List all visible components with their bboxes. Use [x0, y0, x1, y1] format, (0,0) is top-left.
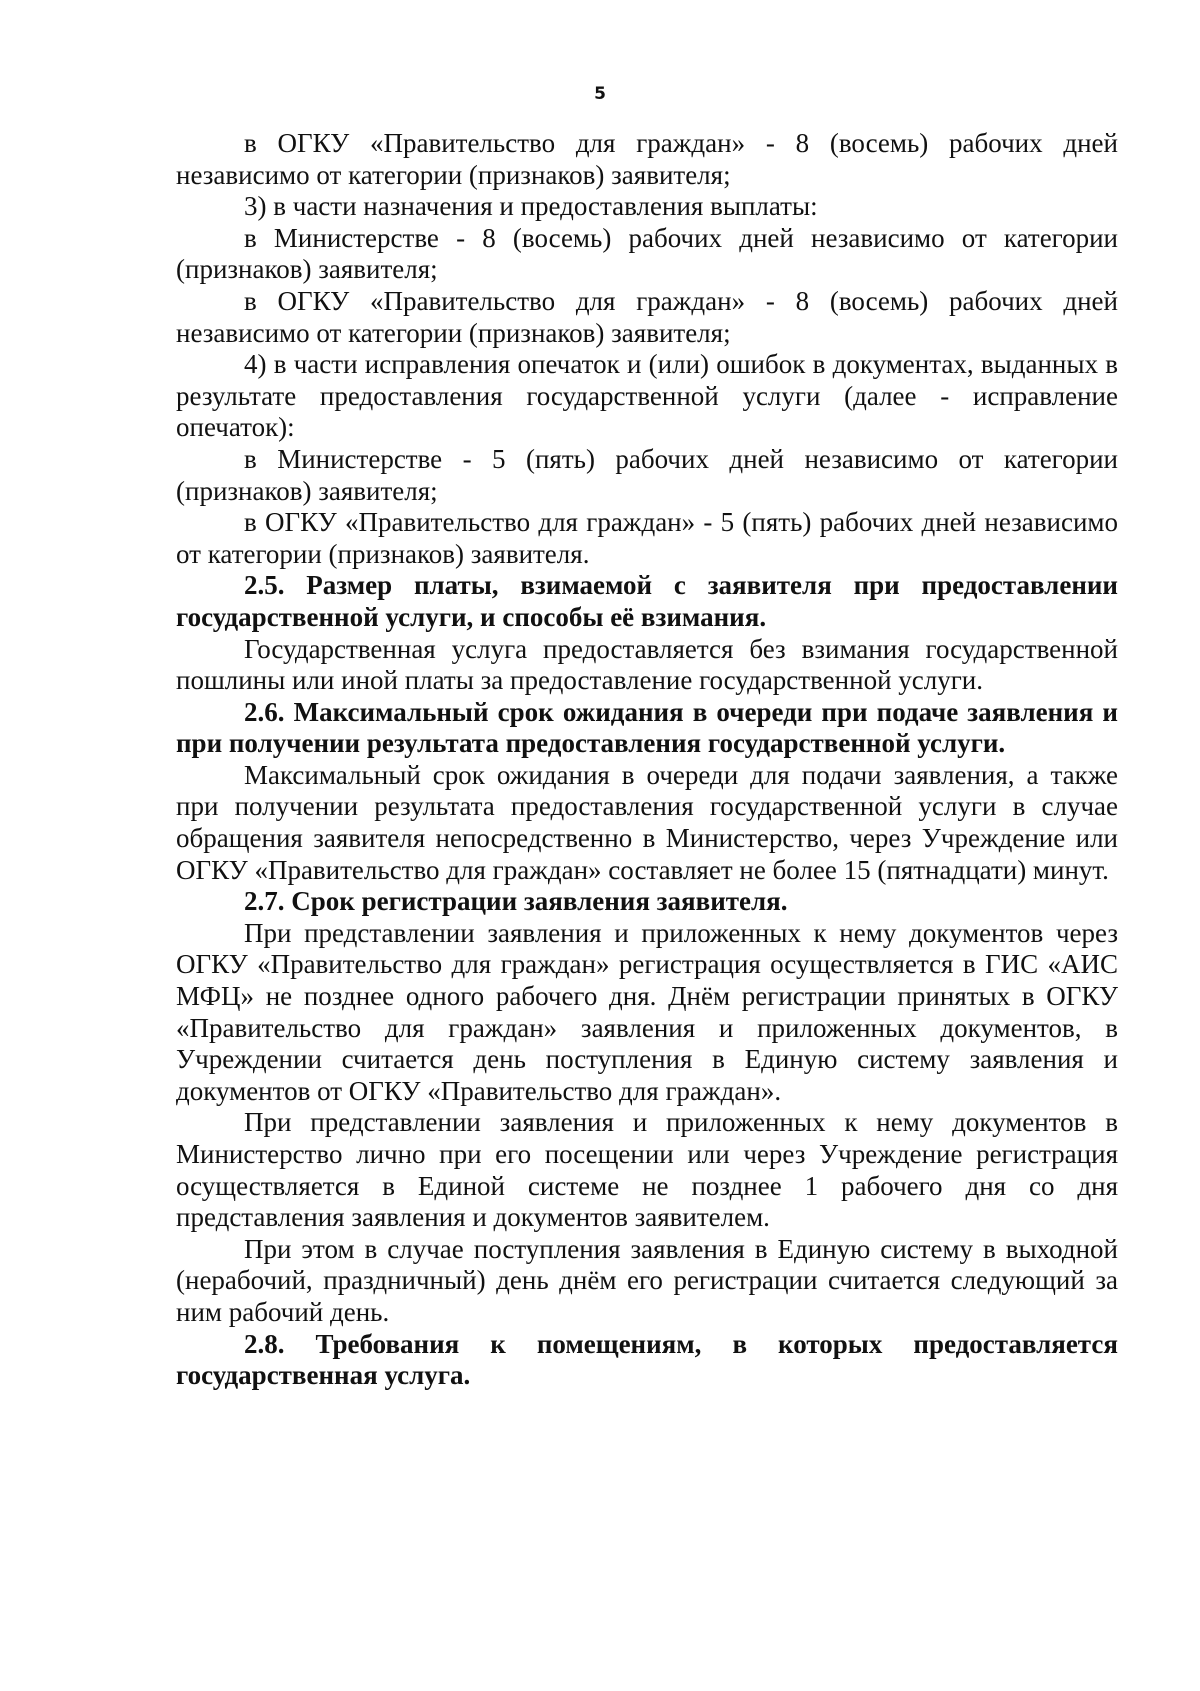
document-body: [176, 128, 1118, 1392]
paragraph: в ОГКУ «Правительство для граждан» - 5 (пять) рабочих дней независимо от категории (признаков) заявителя.: [176, 507, 1118, 569]
paragraph: Максимальный срок ожидания в очереди для подачи заявления, а также при получении результата предоставления государственной услуги в случае обращения заявителя непосредственно в Министерство, через Учреждение или ОГКУ «Правительство для граждан» составляет не более 15 (пятнадцати) минут.: [176, 759, 1118, 885]
paragraph: в ОГКУ «Правительство для граждан» - 8 (восемь) рабочих дней независимо от категории (признаков) заявителя;: [176, 128, 1118, 190]
section-heading: 2.8. Требования к помещениям, в которых предоставляется государственная услуга.: [176, 1328, 1118, 1391]
section-heading: 2.6. Максимальный срок ожидания в очереди при подаче заявления и при получении результата предоставления государственной услуги.: [176, 696, 1118, 759]
paragraph: 4) в части исправления опечаток и (или) ошибок в документах, выданных в результате предоставления государственной услуги (далее - исправление опечаток):: [176, 349, 1118, 443]
paragraph: При представлении заявления и приложенных к нему документов через ОГКУ «Правительство для граждан» регистрация осуществляется в ГИС «АИС МФЦ» не позднее одного рабочего дня. Днём регистрации принятых в ОГКУ «Правительство для граждан» заявления и приложенных документов, в Учреждении считается день поступления в Единую систему заявления и документов от ОГКУ «Правительство для граждан».: [176, 917, 1118, 1106]
paragraph: в Министерстве - 8 (восемь) рабочих дней независимо от категории (признаков) заявителя;: [176, 222, 1118, 285]
paragraph: в Министерстве - 5 (пять) рабочих дней независимо от категории (признаков) заявителя;: [176, 443, 1118, 506]
paragraph: в ОГКУ «Правительство для граждан» - 8 (восемь) рабочих дней независимо от категории (признаков) заявителя;: [176, 285, 1118, 348]
section-heading: 2.5. Размер платы, взимаемой с заявителя при предоставлении государственной услуги, и способы её взимания.: [176, 570, 1118, 632]
paragraph: 3) в части назначения и предоставления выплаты:: [244, 191, 818, 222]
paragraph: Государственная услуга предоставляется без взимания государственной пошлины или иной платы за предоставление государственной услуги.: [176, 633, 1118, 696]
paragraph: При представлении заявления и приложенных к нему документов в Министерство лично при его посещении или через Учреждение регистрация осуществляется в Единой системе не позднее 1 рабочего дня со дня представления заявления и документов заявителем.: [176, 1107, 1118, 1233]
paragraph: При этом в случае поступления заявления в Единую систему в выходной (нерабочий, праздничный) день днём его регистрации считается следующий за ним рабочий день.: [176, 1233, 1118, 1327]
section-heading: 2.7. Срок регистрации заявления заявителя.: [244, 886, 788, 917]
page-number: 5: [594, 84, 606, 104]
